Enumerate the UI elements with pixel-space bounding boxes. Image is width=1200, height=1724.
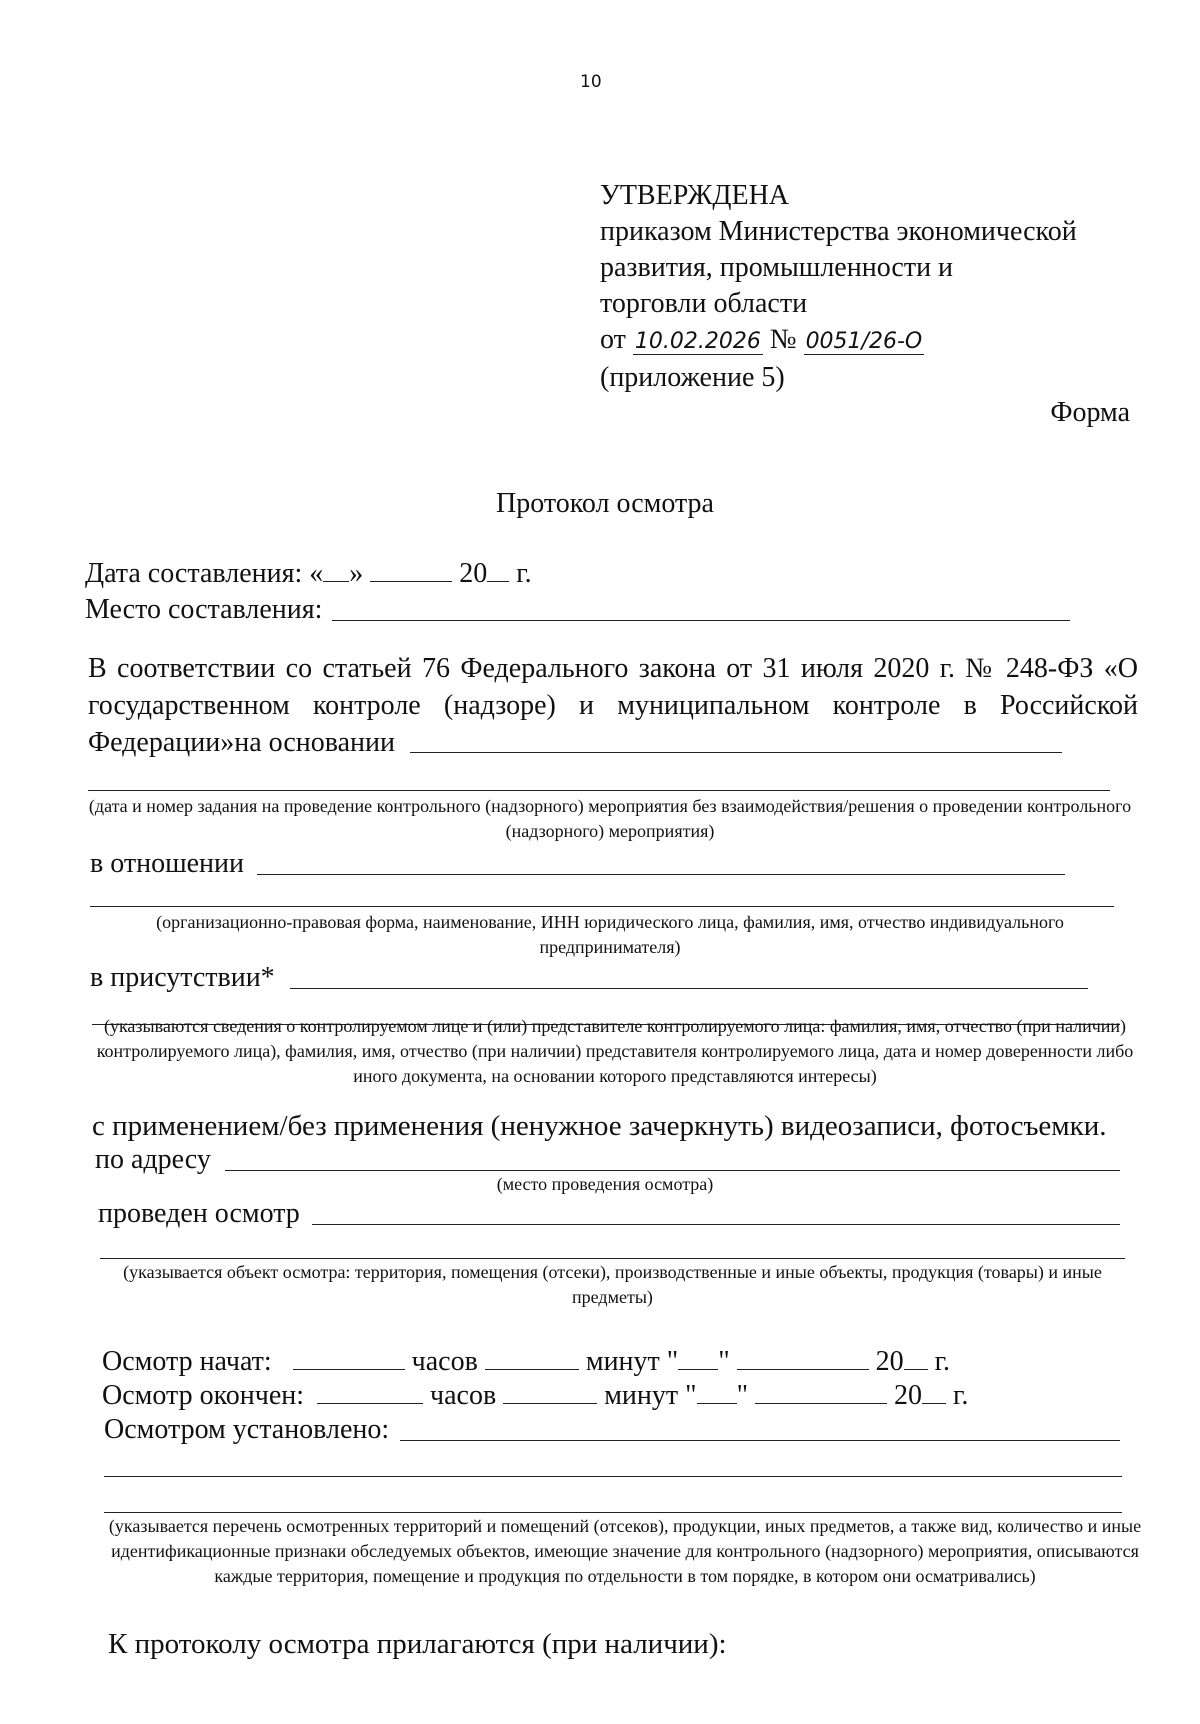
presence-label: в присутствии* [90,962,275,993]
minutes-label: минут [585,1346,660,1377]
ended-row [102,1380,968,1412]
end-minutes-blank[interactable] [503,1381,597,1404]
regarding-label: в отношении [90,848,245,879]
basis-field-line-2[interactable] [88,790,1110,791]
place-compiled-label: Место составления: [85,594,323,625]
hours-label: часов [430,1380,497,1411]
start-minutes-blank[interactable] [485,1347,579,1370]
caption-presence: (указываются сведения о контролируемом лице и (или) представителе контролируемого лица: фамилия, имя, отчество (при наличии) контролируемого лица), фамилия, имя, отчество (при наличии) представителя контролируемого лица, дата и номер доверенности либо иного документа, на основании которого представляются интересы) [96,1016,1134,1086]
caption-inspection: (указывается объект осмотра: территория, помещения (отсеки), производственные и иные объекты, продукция (товары) и иные предметы) [123,1262,1102,1307]
approval-title: УТВЕРЖДЕНА [600,180,790,211]
quote-open: " [666,1346,679,1377]
date-compiled-label: Дата составления: « [85,558,324,589]
quote-open: " [685,1380,697,1411]
start-year-blank[interactable] [904,1347,928,1370]
regarding-field-line-2[interactable] [90,906,1114,907]
order-date-handwritten: 10.02.2026 [634,329,761,354]
approval-line-1: приказом Министерства экономической [600,216,1077,247]
number-label: № [769,324,797,355]
basis-field[interactable] [410,752,1062,753]
year-prefix: 20 [894,1380,922,1411]
approval-order-line [600,322,1077,360]
caption-basis: (дата и номер задания на проведение контрольного (надзорного) мероприятия без взаимодействия/решения о проведении контрольного (надзорного) мероприятия) [88,796,1132,841]
document-title: Протокол осмотра [496,488,714,519]
end-hours-blank[interactable] [317,1381,423,1404]
inspection-field[interactable] [312,1224,1120,1225]
month-blank[interactable] [370,559,452,582]
start-hours-blank[interactable] [293,1347,405,1370]
caption-address: (место проведения осмотра) [496,1174,714,1194]
year-suffix: г. [516,558,532,589]
minutes-label: минут [604,1380,679,1411]
video-usage-line: с применением/без применения (ненужное зачеркнуть) видеозаписи, фотосъемки. [92,1110,1107,1142]
attachments-label: К протоколу осмотра прилагаются (при наличии): [108,1628,727,1660]
year-prefix: 20 [875,1346,904,1377]
date-compiled-row [85,558,532,590]
end-month-blank[interactable] [755,1381,887,1404]
order-number-handwritten: 0051/26-О [805,329,923,354]
year-suffix: г. [934,1346,950,1377]
address-label: по адресу [95,1144,211,1175]
started-label: Осмотр начат: [102,1346,272,1377]
form-label: Форма [1050,397,1130,428]
established-field-line-2[interactable] [104,1476,1122,1477]
presence-field[interactable] [290,988,1088,989]
from-label: от [600,324,626,355]
appendix-label: (приложение 5) [600,362,785,393]
established-label: Осмотром установлено: [104,1414,390,1445]
approval-line-3: торговли области [600,288,808,319]
caption-regarding: (организационно-правовая форма, наименование, ИНН юридического лица, фамилия, имя, отчество индивидуального предпринимателя) [156,912,1064,957]
page-number: 10 [580,72,602,92]
close-quote: » [349,558,364,589]
end-year-blank[interactable] [922,1381,946,1404]
approval-line-2: развития, промышленности и [600,252,954,283]
year-prefix: 20 [459,558,488,589]
started-row [102,1346,950,1378]
basis-paragraph: В соответствии со статьей 76 Федерального закона от 31 июля 2020 г. № 248-ФЗ «О государственном контроле (надзоре) и муниципальном контроле в Российской Федерации»на основании [88,653,1138,758]
year-blank[interactable] [487,559,509,582]
established-field-line-3[interactable] [104,1512,1122,1513]
ended-label: Осмотр окончен: [102,1380,305,1411]
regarding-field[interactable] [257,874,1065,875]
start-month-blank[interactable] [737,1347,869,1370]
day-blank[interactable] [323,559,349,582]
quote-close: " [736,1380,748,1411]
quote-close: " [718,1346,730,1377]
address-field[interactable] [225,1170,1120,1171]
established-field[interactable] [400,1440,1120,1441]
place-compiled-field[interactable] [332,620,1070,621]
start-day-blank[interactable] [678,1347,718,1370]
hours-label: часов [411,1346,478,1377]
year-suffix: г. [953,1380,969,1411]
end-day-blank[interactable] [697,1381,737,1404]
caption-established: (указывается перечень осмотренных территорий и помещений (отсеков), продукции, иных предметов, а также вид, количество и иные идентификационные признаки обследуемых объектов, имеющие значение для контрольного (надзорного) мероприятия, описываются каждые территория, помещение и продукция по отдельности в том порядке, в котором они осматривались) [108,1516,1142,1586]
inspection-label: проведен осмотр [98,1198,300,1229]
approval-block [600,178,1077,396]
inspection-field-line-2[interactable] [100,1258,1125,1259]
